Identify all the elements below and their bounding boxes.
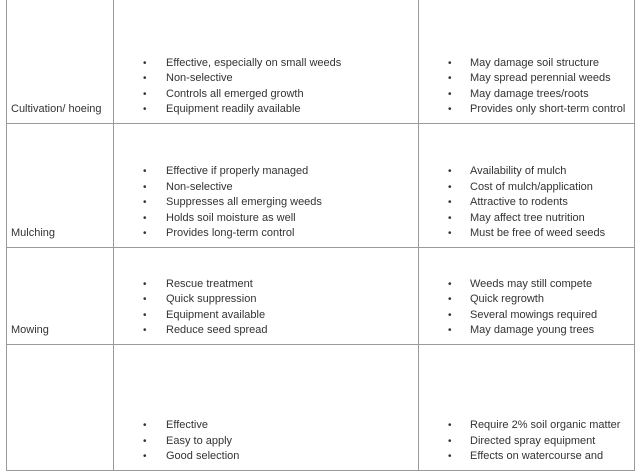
disadvantages-cell xyxy=(419,248,635,345)
list-item: • Weeds may still compete xyxy=(419,277,634,293)
list-item: • Non-selective xyxy=(114,180,418,196)
list-item: • May damage young trees xyxy=(419,323,634,339)
list-item: • Rescue treatment xyxy=(114,277,418,293)
bullet-icon: • xyxy=(448,88,452,100)
list-item: • Require 2% soil organic matter xyxy=(419,418,634,434)
bullet-icon: • xyxy=(143,451,147,463)
bullet-icon: • xyxy=(448,197,452,209)
list-item: • Provides long-term control xyxy=(114,226,418,242)
list-item: • Effective if properly managed xyxy=(114,164,418,180)
bullet-icon: • xyxy=(143,181,147,193)
bullet-icon: • xyxy=(448,57,452,69)
bullet-icon: • xyxy=(448,278,452,290)
list-item: • Equipment available xyxy=(114,308,418,324)
table-row xyxy=(7,124,635,248)
list-item: • Effective, especially on small weeds xyxy=(114,56,418,72)
bullet-icon: • xyxy=(143,212,147,224)
bullet-icon: • xyxy=(448,451,452,463)
method-cell: Mulching xyxy=(7,124,114,248)
advantages-cell xyxy=(114,248,419,345)
bullet-icon: • xyxy=(143,420,147,432)
advantages-cell xyxy=(114,345,419,471)
bullet-icon: • xyxy=(448,104,452,116)
list-item: • Directed spray equipment xyxy=(419,434,634,450)
bullet-icon: • xyxy=(143,228,147,240)
disadvantages-list xyxy=(419,164,634,247)
disadvantages-list xyxy=(419,56,634,123)
list-item: • Attractive to rodents xyxy=(419,195,634,211)
list-item: • May damage trees/roots xyxy=(419,87,634,103)
list-item: • Effective xyxy=(114,418,418,434)
list-item: • Cost of mulch/application xyxy=(419,180,634,196)
list-item: • Non-selective xyxy=(114,71,418,87)
advantages-cell xyxy=(114,0,419,124)
bullet-icon: • xyxy=(143,325,147,337)
list-item: • Controls all emerged growth xyxy=(114,87,418,103)
list-item: • May spread perennial weeds xyxy=(419,71,634,87)
method-cell: Mowing xyxy=(7,248,114,345)
bullet-icon: • xyxy=(143,435,147,447)
bullet-icon: • xyxy=(143,104,147,116)
bullet-icon: • xyxy=(143,197,147,209)
bullet-icon: • xyxy=(448,309,452,321)
bullet-icon: • xyxy=(448,420,452,432)
advantages-list xyxy=(114,418,418,470)
advantages-list xyxy=(114,277,418,344)
bullet-icon: • xyxy=(448,294,452,306)
list-item: • Effects on watercourse and xyxy=(419,449,634,465)
list-item: • Suppresses all emerging weeds xyxy=(114,195,418,211)
disadvantages-list xyxy=(419,277,634,344)
list-item: • Must be free of weed seeds xyxy=(419,226,634,242)
list-item: • Several mowings required xyxy=(419,308,634,324)
bullet-icon: • xyxy=(448,212,452,224)
method-cell xyxy=(7,345,114,471)
bullet-icon: • xyxy=(143,294,147,306)
table-row xyxy=(7,248,635,345)
disadvantages-cell xyxy=(419,124,635,248)
list-item: • May affect tree nutrition xyxy=(419,211,634,227)
disadvantages-cell xyxy=(419,0,635,124)
table-row xyxy=(7,0,635,124)
advantages-cell xyxy=(114,124,419,248)
bullet-icon: • xyxy=(143,166,147,178)
advantages-list xyxy=(114,164,418,247)
list-item: • Reduce seed spread xyxy=(114,323,418,339)
bullet-icon: • xyxy=(143,309,147,321)
list-item: • Availability of mulch xyxy=(419,164,634,180)
bullet-icon: • xyxy=(143,88,147,100)
bullet-icon: • xyxy=(448,228,452,240)
bullet-icon: • xyxy=(448,181,452,193)
disadvantages-list xyxy=(419,418,634,470)
list-item: • Easy to apply xyxy=(114,434,418,450)
bullet-icon: • xyxy=(448,166,452,178)
method-cell: Cultivation/ hoeing xyxy=(7,0,114,124)
list-item: • May damage soil structure xyxy=(419,56,634,72)
disadvantages-cell xyxy=(419,345,635,471)
list-item: • Equipment readily available xyxy=(114,102,418,118)
list-item: • Good selection xyxy=(114,449,418,465)
list-item: • Holds soil moisture as well xyxy=(114,211,418,227)
bullet-icon: • xyxy=(448,325,452,337)
bullet-icon: • xyxy=(143,73,147,85)
list-item: • Quick regrowth xyxy=(419,292,634,308)
list-item: • Provides only short-term control xyxy=(419,102,634,118)
bullet-icon: • xyxy=(448,435,452,447)
table-row xyxy=(7,345,635,471)
advantages-list xyxy=(114,56,418,123)
bullet-icon: • xyxy=(143,278,147,290)
bullet-icon: • xyxy=(448,73,452,85)
bullet-icon: • xyxy=(143,57,147,69)
weed-control-table xyxy=(6,0,635,471)
list-item: • Quick suppression xyxy=(114,292,418,308)
